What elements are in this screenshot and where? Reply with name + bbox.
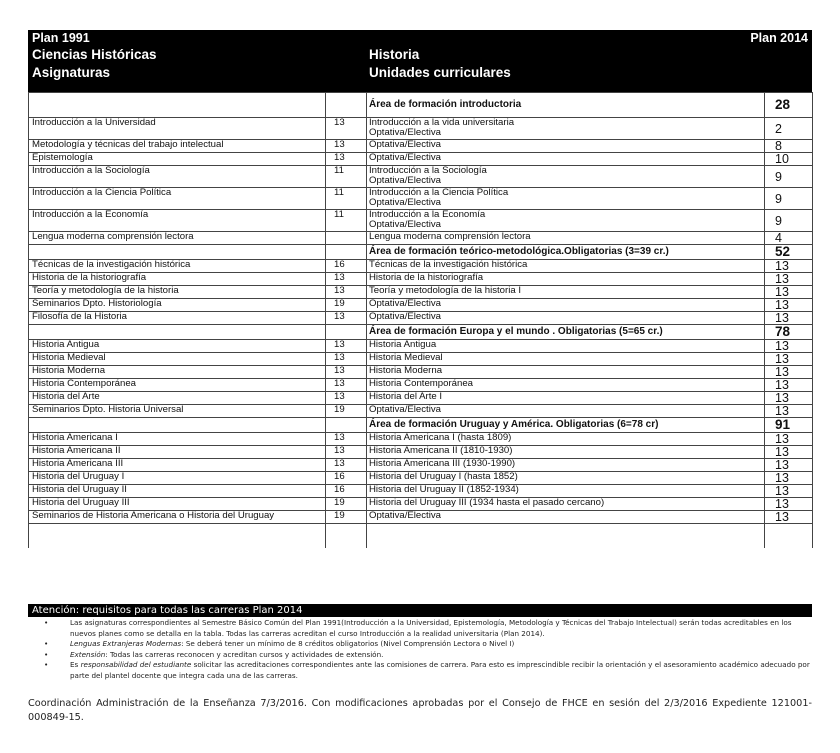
cell-text: 13 (775, 298, 789, 312)
credits-2014-cell (765, 392, 813, 405)
credits-1991-cell (326, 379, 367, 392)
plan2014-unit-cell (367, 299, 765, 312)
credits-1991-cell (326, 418, 367, 433)
credits-1991-cell (326, 299, 367, 312)
cell-text: Técnicas de la investigación histórica (32, 259, 191, 270)
cell-text: Introducción a la Ciencia Política (369, 187, 509, 198)
bullet-icon: • (44, 660, 49, 669)
historia-label: Historia (369, 47, 420, 62)
cell-text: 19 (334, 510, 345, 521)
table-row (29, 405, 813, 418)
plan2014-unit-cell (367, 340, 765, 353)
table-row (29, 273, 813, 286)
plan2014-unit-cell (367, 312, 765, 325)
cell-text: 13 (334, 285, 345, 296)
plan1991-subject-cell (29, 472, 326, 485)
cell-text: 78 (775, 324, 791, 339)
cell-text: Historia del Arte I (369, 391, 443, 402)
credits-1991-cell (326, 366, 367, 379)
plan-2014-label: Plan 2014 (750, 31, 808, 45)
credits-2014-cell (765, 379, 813, 392)
cell-text: Optativa/Electiva (369, 139, 441, 150)
plan1991-subject-cell (29, 245, 326, 260)
table-row (29, 340, 813, 353)
plan1991-subject-cell (29, 232, 326, 245)
table-row (29, 232, 813, 245)
plan1991-subject-cell (29, 153, 326, 166)
table-row (29, 472, 813, 485)
cell-text: 13 (775, 339, 789, 353)
cell-text: 13 (334, 139, 345, 150)
plan1991-subject-cell (29, 312, 326, 325)
spacer-row (29, 524, 813, 548)
plan2014-unit-cell (367, 245, 765, 260)
credits-1991-cell (326, 118, 367, 140)
plan1991-subject-cell (29, 299, 326, 312)
plan1991-subject-cell (29, 405, 326, 418)
note-text: : Se deberá tener un mínimo de 8 créditos obligatorios (Nivel Comprensión Lectora o Nivel I) (181, 639, 515, 648)
cell-text: Historia del Uruguay III (1934 hasta el pasado cercano) (369, 497, 605, 508)
credits-2014-cell (765, 366, 813, 379)
note-emphasis: Lenguas Extranjeras Modernas (70, 639, 182, 648)
credits-1991-cell (326, 459, 367, 472)
cell-text: Área de formación Europa y el mundo . Obligatorias (5=65 cr.) (369, 326, 663, 337)
cell-text: Historia del Uruguay II (32, 484, 127, 495)
credits-2014-cell (765, 260, 813, 273)
note-text: Las asignaturas correspondientes al Semestre Básico Común del Plan 1991(Introducción a la Universidad, Epistemología, Metodología y Técnicas del Trabajo Intelectual) serán todas acreditables en los nuevos planes como se detalla en la tabla. Todas las carreras acreditan el curso Introducción a la realidad universitaria (Plan 2014). (70, 618, 792, 638)
table-row (29, 511, 813, 524)
credits-2014-cell (765, 459, 813, 472)
plan1991-subject-cell (29, 340, 326, 353)
cell-text: 4 (775, 231, 782, 245)
equivalence-table (28, 92, 813, 548)
cell-text: 16 (334, 484, 345, 495)
cell-text: 13 (334, 432, 345, 443)
credits-1991-cell (326, 232, 367, 245)
plan1991-subject-cell (29, 273, 326, 286)
cell-subtext: Optativa/Electiva (369, 175, 441, 186)
plan1991-subject-cell (29, 498, 326, 511)
plan2014-unit-cell (367, 325, 765, 340)
note-text: solicitar las acreditaciones correspondientes ante las comisiones de carrera. Para esto es imprescindible recibir la orientación y el asesoramiento académico adecuado por parte del plantel docente que integra cada una de las carreras. (70, 660, 810, 680)
plan2014-unit-cell (367, 511, 765, 524)
table-row (29, 353, 813, 366)
cell-text: Área de formación teórico-metodológica.Obligatorias (3=39 cr.) (369, 246, 669, 257)
credits-2014-cell (765, 312, 813, 325)
credits-2014-cell (765, 153, 813, 166)
cell-text: 13 (334, 352, 345, 363)
cell-text: 19 (334, 404, 345, 415)
credits-1991-cell (326, 153, 367, 166)
credits-1991-cell (326, 286, 367, 299)
cell-text: 13 (775, 404, 789, 418)
credits-1991-cell (326, 245, 367, 260)
cell-text: Optativa/Electiva (369, 404, 441, 415)
cell-text: Historia del Uruguay I (hasta 1852) (369, 471, 518, 482)
plan2014-unit-cell (367, 273, 765, 286)
cell-text: Optativa/Electiva (369, 152, 441, 163)
cell-text: Lengua moderna comprensión lectora (32, 231, 194, 242)
plan2014-unit-cell (367, 166, 765, 188)
cell-text: Historia Moderna (32, 365, 106, 376)
empty-cell (29, 524, 326, 548)
footer-note: Coordinación Administración de la Enseñanza 7/3/2016. Con modificaciones aprobadas por el Consejo de FHCE en sesión del 2/3/2016 Expediente 121001-000849-15. (28, 698, 812, 723)
cell-text: Introducción a la Ciencia Política (32, 187, 172, 198)
credits-1991-cell (326, 472, 367, 485)
cell-text: Metodología y técnicas del trabajo intelectual (32, 139, 224, 150)
plan2014-unit-cell (367, 418, 765, 433)
table-row (29, 210, 813, 232)
cell-text: Historia Medieval (369, 352, 443, 363)
table-header (28, 30, 812, 92)
cell-text: 9 (775, 213, 782, 228)
cell-text: Historia Americana III (1930-1990) (369, 458, 516, 469)
credits-2014-cell (765, 498, 813, 511)
list-item (28, 660, 812, 681)
plan2014-unit-cell (367, 405, 765, 418)
empty-cell (367, 524, 765, 548)
credits-2014-cell (765, 325, 813, 340)
cell-text: Área de formación Uruguay y América. Obligatorias (6=78 cr) (369, 419, 659, 430)
cell-text: Optativa/Electiva (369, 510, 441, 521)
credits-1991-cell (326, 511, 367, 524)
bullet-icon: • (44, 649, 49, 659)
credits-2014-cell (765, 433, 813, 446)
cell-text: 13 (775, 365, 789, 379)
cell-text: 13 (775, 285, 789, 299)
cell-text: 13 (775, 471, 789, 485)
table-row (29, 379, 813, 392)
credits-2014-cell (765, 245, 813, 260)
cell-text: Historia Americana I (32, 432, 118, 443)
cell-subtext: Optativa/Electiva (369, 219, 441, 230)
cell-text: Optativa/Electiva (369, 298, 441, 309)
credits-1991-cell (326, 498, 367, 511)
table-row (29, 286, 813, 299)
plan2014-unit-cell (367, 140, 765, 153)
cell-text: Historia Americana II (32, 445, 121, 456)
cell-text: Historia del Uruguay I (32, 471, 125, 482)
plan1991-subject-cell (29, 418, 326, 433)
credits-2014-cell (765, 118, 813, 140)
credits-1991-cell (326, 210, 367, 232)
cell-text: Seminarios de Historia Americana o Historia del Uruguay (32, 510, 275, 521)
cell-text: Historia del Uruguay III (32, 497, 130, 508)
cell-text: Introducción a la Sociología (369, 165, 487, 176)
cell-text: 8 (775, 139, 782, 153)
plan2014-unit-cell (367, 366, 765, 379)
credits-1991-cell (326, 433, 367, 446)
cell-text: Historia de la historiografía (369, 272, 484, 283)
credits-2014-cell (765, 273, 813, 286)
table-row (29, 118, 813, 140)
plan2014-unit-cell (367, 498, 765, 511)
credits-1991-cell (326, 340, 367, 353)
note-text: : Todas las carreras reconocen y acreditan cursos y actividades de extensión. (105, 649, 384, 659)
credits-2014-cell (765, 340, 813, 353)
section-row (29, 93, 813, 118)
credits-1991-cell (326, 353, 367, 366)
plan2014-unit-cell (367, 446, 765, 459)
note-emphasis: Extensión (70, 649, 106, 659)
note-text: Es (70, 660, 81, 669)
plan2014-unit-cell (367, 353, 765, 366)
table-row (29, 366, 813, 379)
credits-1991-cell (326, 140, 367, 153)
cell-text: 52 (775, 244, 791, 259)
plan2014-unit-cell (367, 379, 765, 392)
cell-text: Introducción a la Economía (369, 209, 486, 220)
table-row (29, 433, 813, 446)
cell-text: Optativa/Electiva (369, 311, 441, 322)
cell-text: 13 (775, 391, 789, 405)
unidades-curriculares-label: Unidades curriculares (369, 65, 511, 80)
credits-1991-cell (326, 392, 367, 405)
credits-1991-cell (326, 325, 367, 340)
plan2014-unit-cell (367, 93, 765, 118)
credits-2014-cell (765, 446, 813, 459)
plan1991-subject-cell (29, 210, 326, 232)
cell-text: 13 (334, 117, 345, 128)
requirements-list (28, 618, 812, 681)
list-item (28, 650, 812, 661)
plan2014-unit-cell (367, 472, 765, 485)
table-row (29, 392, 813, 405)
plan1991-subject-cell (29, 379, 326, 392)
cell-text: 11 (334, 209, 344, 220)
cell-text: 13 (775, 510, 789, 524)
cell-text: Introducción a la Sociología (32, 165, 150, 176)
bullet-icon: • (44, 639, 49, 648)
cell-text: 13 (334, 311, 345, 322)
table-row (29, 446, 813, 459)
cell-text: 13 (334, 365, 345, 376)
credits-2014-cell (765, 299, 813, 312)
cell-text: 13 (334, 445, 345, 456)
table-row (29, 153, 813, 166)
plan2014-unit-cell (367, 459, 765, 472)
plan1991-subject-cell (29, 286, 326, 299)
credits-2014-cell (765, 286, 813, 299)
credits-2014-cell (765, 188, 813, 210)
cell-subtext: Optativa/Electiva (369, 127, 441, 138)
plan-1991-label: Plan 1991 (32, 31, 90, 45)
cell-text: 28 (775, 97, 791, 112)
plan1991-subject-cell (29, 511, 326, 524)
cell-text: 16 (334, 259, 345, 270)
cell-text: 13 (334, 378, 345, 389)
credits-1991-cell (326, 260, 367, 273)
cell-text: Historia Americana I (hasta 1809) (369, 432, 512, 443)
plan2014-unit-cell (367, 153, 765, 166)
credits-1991-cell (326, 446, 367, 459)
cell-text: Historia Americana II (1810-1930) (369, 445, 513, 456)
cell-text: 13 (775, 484, 789, 498)
cell-text: 13 (334, 272, 345, 283)
credits-2014-cell (765, 353, 813, 366)
plan1991-subject-cell (29, 485, 326, 498)
cell-text: 13 (775, 378, 789, 392)
plan2014-unit-cell (367, 392, 765, 405)
plan1991-subject-cell (29, 260, 326, 273)
cell-text: 13 (775, 497, 789, 511)
credits-1991-cell (326, 188, 367, 210)
table-row (29, 166, 813, 188)
cell-text: Área de formación introductoria (369, 99, 522, 110)
credits-2014-cell (765, 405, 813, 418)
cell-text: Filosofía de la Historia (32, 311, 127, 322)
cell-text: 13 (775, 432, 789, 446)
plan1991-subject-cell (29, 118, 326, 140)
table-row (29, 188, 813, 210)
cell-text: 9 (775, 169, 782, 184)
cell-text: Historia Contemporánea (32, 378, 136, 389)
plan2014-unit-cell (367, 485, 765, 498)
cell-text: Epistemología (32, 152, 93, 163)
cell-text: Introducción a la Economía (32, 209, 149, 220)
plan1991-subject-cell (29, 353, 326, 366)
credits-1991-cell (326, 312, 367, 325)
plan2014-unit-cell (367, 232, 765, 245)
cell-text: Historia Antigua (32, 339, 100, 350)
cell-text: Seminarios Dpto. Historia Universal (32, 404, 184, 415)
cell-text: 13 (334, 391, 345, 402)
credits-2014-cell (765, 418, 813, 433)
list-item (28, 639, 812, 650)
credits-2014-cell (765, 93, 813, 118)
credits-1991-cell (326, 405, 367, 418)
section-row (29, 418, 813, 433)
plan1991-subject-cell (29, 446, 326, 459)
credits-1991-cell (326, 485, 367, 498)
cell-text: Teoría y metodología de la historia I (369, 285, 521, 296)
ciencias-historicas-label: Ciencias Históricas (32, 47, 157, 62)
plan1991-subject-cell (29, 459, 326, 472)
asignaturas-label: Asignaturas (32, 65, 111, 80)
plan2014-unit-cell (367, 260, 765, 273)
table-row (29, 459, 813, 472)
cell-text: Técnicas de la investigación histórica (369, 259, 528, 270)
plan1991-subject-cell (29, 140, 326, 153)
cell-text: 9 (775, 191, 782, 206)
table-row (29, 260, 813, 273)
cell-text: 13 (775, 352, 789, 366)
cell-text: Historia Medieval (32, 352, 106, 363)
plan1991-subject-cell (29, 188, 326, 210)
cell-text: 11 (334, 165, 344, 176)
cell-text: Seminarios Dpto. Historiología (32, 298, 162, 309)
cell-text: 13 (334, 339, 345, 350)
credits-2014-cell (765, 472, 813, 485)
credits-2014-cell (765, 210, 813, 232)
list-item (28, 618, 812, 639)
cell-text: 11 (334, 187, 344, 198)
section-row (29, 245, 813, 260)
credits-1991-cell (326, 93, 367, 118)
cell-text: Historia del Uruguay II (1852-1934) (369, 484, 519, 495)
credits-2014-cell (765, 140, 813, 153)
credits-2014-cell (765, 511, 813, 524)
cell-text: 13 (775, 458, 789, 472)
plan1991-subject-cell (29, 366, 326, 379)
plan2014-unit-cell (367, 188, 765, 210)
table-row (29, 312, 813, 325)
cell-text: Historia Antigua (369, 339, 437, 350)
plan2014-unit-cell (367, 286, 765, 299)
cell-subtext: Optativa/Electiva (369, 197, 441, 208)
cell-text: Introducción a la vida universitaria (369, 117, 515, 128)
credits-2014-cell (765, 232, 813, 245)
plan1991-subject-cell (29, 325, 326, 340)
cell-text: Historia Contemporánea (369, 378, 473, 389)
cell-text: Introducción a la Universidad (32, 117, 156, 128)
plan1991-subject-cell (29, 166, 326, 188)
credits-2014-cell (765, 485, 813, 498)
cell-text: 16 (334, 471, 345, 482)
cell-text: 13 (775, 259, 789, 273)
section-row (29, 325, 813, 340)
cell-text: 13 (775, 311, 789, 325)
cell-text: Lengua moderna comprensión lectora (369, 231, 531, 242)
cell-text: 13 (334, 458, 345, 469)
plan2014-unit-cell (367, 118, 765, 140)
table-row (29, 299, 813, 312)
empty-cell (326, 524, 367, 548)
cell-text: 13 (334, 152, 345, 163)
credits-2014-cell (765, 166, 813, 188)
cell-text: Teoría y metodología de la historia (32, 285, 179, 296)
cell-text: Historia Americana III (32, 458, 124, 469)
plan1991-subject-cell (29, 392, 326, 405)
table-row (29, 140, 813, 153)
note-emphasis: responsabilidad del estudiante (80, 660, 192, 669)
cell-text: 19 (334, 298, 345, 309)
plan1991-subject-cell (29, 93, 326, 118)
cell-text: 19 (334, 497, 345, 508)
plan1991-subject-cell (29, 433, 326, 446)
plan2014-unit-cell (367, 433, 765, 446)
bullet-icon: • (44, 618, 49, 627)
cell-text: Historia de la historiografía (32, 272, 147, 283)
cell-text: 91 (775, 417, 791, 432)
table-row (29, 498, 813, 511)
credits-1991-cell (326, 166, 367, 188)
cell-text: 2 (775, 121, 782, 136)
empty-cell (765, 524, 813, 548)
cell-text: 13 (775, 445, 789, 459)
cell-text: Historia Moderna (369, 365, 443, 376)
table-row (29, 485, 813, 498)
plan2014-unit-cell (367, 210, 765, 232)
cell-text: Historia del Arte (32, 391, 100, 402)
attention-title: Atención: requisitos para todas las carreras Plan 2014 (28, 604, 812, 617)
credits-1991-cell (326, 273, 367, 286)
cell-text: 10 (775, 152, 789, 166)
cell-text: 13 (775, 272, 789, 286)
